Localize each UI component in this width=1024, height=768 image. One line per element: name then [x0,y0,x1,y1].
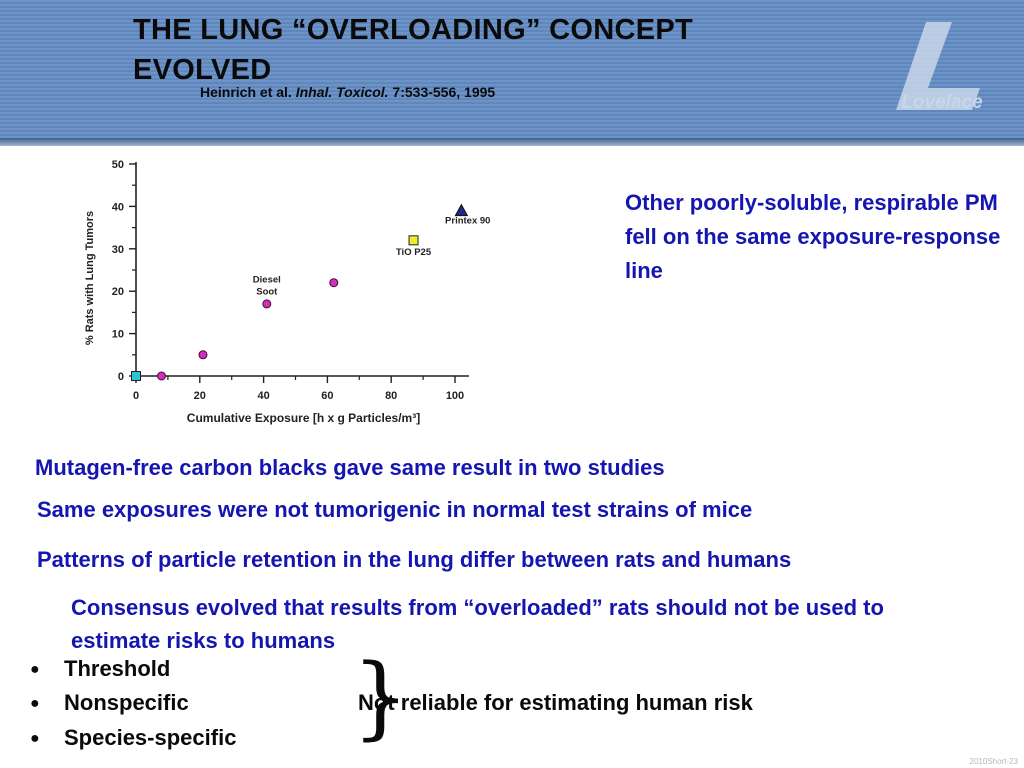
data-point [132,372,141,381]
citation-ref: 7:533-556, 1995 [392,84,496,100]
consensus-note: Consensus evolved that results from “overloaded” rats should not be used to estimate risks to humans [71,595,884,653]
y-tick-label: 0 [117,371,124,383]
side-note: Other poorly-soluble, respirable PM fell on the same exposure-response line [625,190,1001,283]
header-rule [0,138,1024,146]
y-tick-label: 10 [111,328,124,341]
citation [200,84,495,100]
y-tick-label: 50 [111,159,124,171]
chart-annotations [253,215,491,297]
y-axis-label: % Rats with Lung Tumors [84,210,96,346]
bullet-threshold [30,656,170,682]
y-tick-label: 30 [111,243,124,256]
bullet-dot-icon: ● [30,661,40,678]
data-point [263,300,271,308]
x-tick-label: 80 [385,390,398,402]
y-tick-label: 40 [111,201,124,214]
x-tick-label: 60 [321,390,334,402]
point-annotation: Soot [256,286,278,298]
bullet-label: Threshold [64,656,171,681]
brace-note: Not reliable for estimating human risk [358,690,753,715]
x-tick-label: 20 [193,390,206,402]
x-tick-label: 0 [132,390,140,402]
slide-code: 2010Short-23 [969,757,1018,766]
finding-mice: Same exposures were not tumorigenic in normal test strains of mice [37,497,753,522]
bullet-label: Species-specific [64,725,237,750]
point-annotation: TiO P25 [395,247,432,259]
scatter-chart [75,150,505,435]
bullet-species-specific [30,725,236,751]
point-annotation: Printex 90 [445,215,491,227]
citation-authors: Heinrich et al. [200,84,292,100]
data-point [455,205,467,216]
brace-icon: } [352,645,410,750]
x-axis-label: Cumulative Exposure [h x g Particles/m³] [186,411,421,425]
bullet-nonspecific [30,690,189,716]
bullet-dot-icon: ● [30,730,40,747]
finding-carbon-blacks: Mutagen-free carbon blacks gave same result in two studies [35,455,665,480]
y-tick-label: 20 [111,286,124,299]
x-tick-label: 40 [257,390,270,402]
data-point [409,236,418,245]
finding-retention: Patterns of particle retention in the lung differ between rats and humans [37,547,792,572]
data-point [158,372,166,380]
data-point [199,351,207,359]
chart-points [132,205,468,381]
point-annotation: Diesel [252,274,281,286]
logo-text: Lovelace [901,92,983,113]
x-tick-label: 100 [445,390,465,402]
bullet-label: Nonspecific [64,690,189,715]
chart-ticks [112,159,464,402]
data-point [330,279,338,287]
slide-title: THE LUNG “OVERLOADING” CONCEPT EVOLVED [133,14,694,86]
bullet-dot-icon: ● [30,695,40,712]
citation-journal: Inhal. Toxicol. [295,84,389,100]
